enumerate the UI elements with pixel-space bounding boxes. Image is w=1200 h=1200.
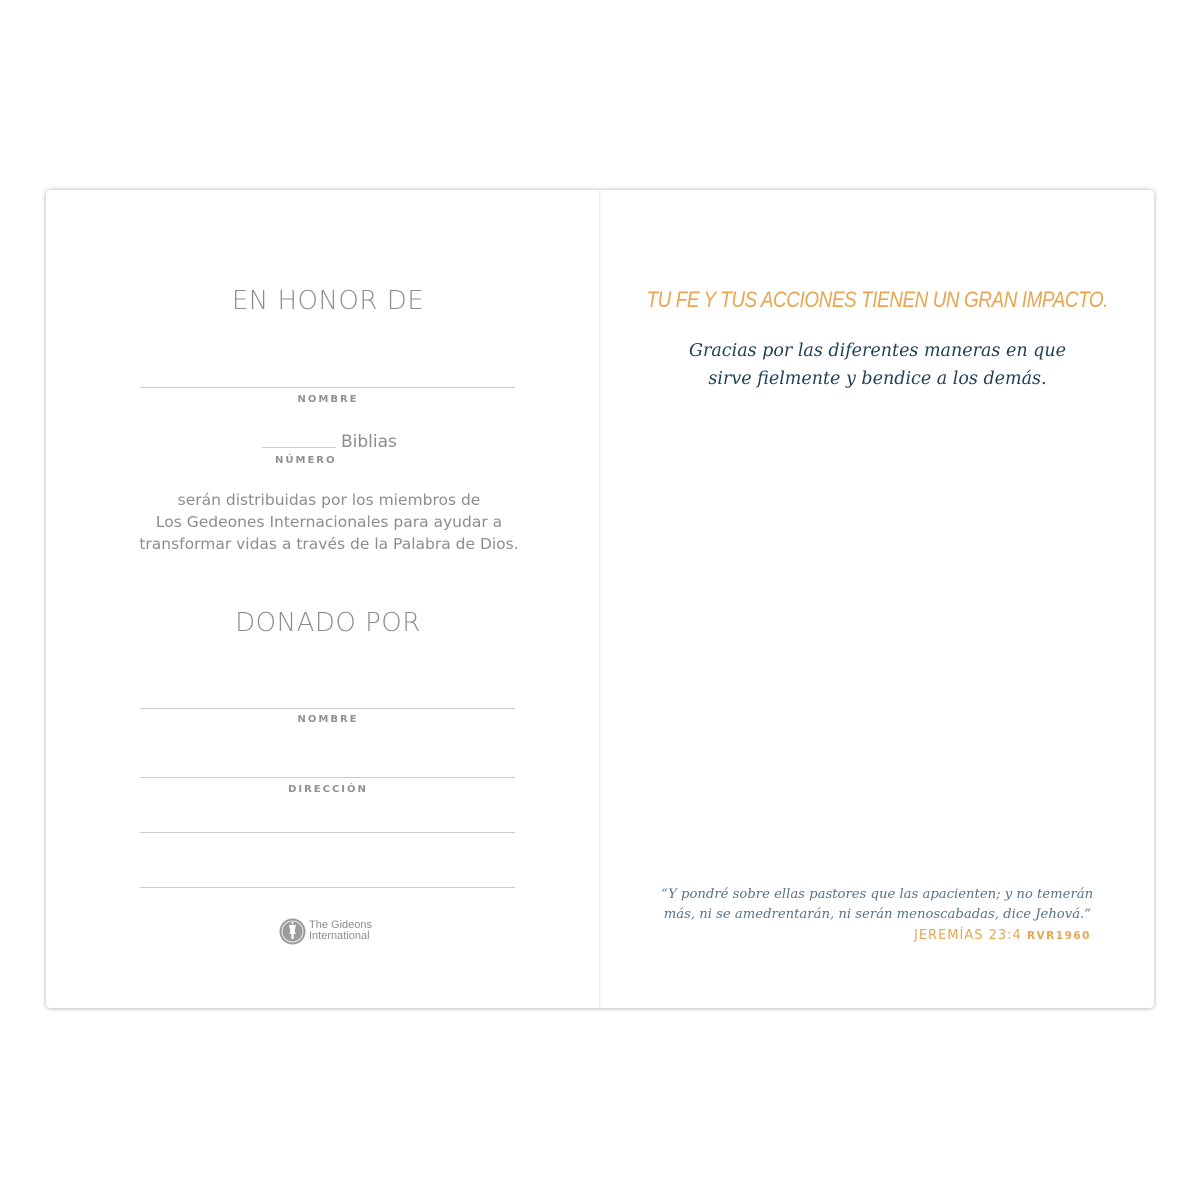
address-line-2[interactable] [140,832,515,833]
honor-heading: EN HONOR DE [231,286,425,316]
distribution-line: transformar vidas a través de la Palabra de Dios. [139,535,519,553]
right-page [601,190,1154,1008]
donor-name-label: NOMBRE [297,714,359,725]
booklet-spread [46,190,1154,1008]
donor-name-line[interactable] [140,708,515,709]
number-label: NÚMERO [275,455,337,466]
distribution-line: serán distribuidas por los miembros de [177,491,481,509]
gideons-logo-icon [279,918,306,945]
address-label: DIRECCIÓN [288,784,368,795]
reference-text: JEREMÍAS 23:4 [914,928,1022,943]
thanks-line: sirve fielmente y bendice a los demás. [708,369,1047,389]
honor-name-label: NOMBRE [297,394,359,405]
bibles-word: Biblias [341,432,397,452]
version-text: RVR1960 [1026,930,1091,942]
left-page [46,190,599,1008]
donated-by-heading: DONADO POR [235,608,421,638]
logo-line-2: International [309,930,370,942]
gideons-logo-text [309,920,372,942]
thanks-message [601,337,1154,393]
address-line-3[interactable] [140,887,515,888]
distribution-text [130,489,528,555]
logo-line-1: The Gideons [309,919,372,931]
thanks-line: Gracias por las diferentes maneras en que [689,341,1066,361]
honor-name-line[interactable] [140,387,515,388]
quote-line: “Y pondré sobre ellas pastores que las apacienten; y no temerán [661,887,1094,902]
gideons-logo [279,918,389,946]
quote-line: más, ni se amedrentarán, ni serán menoscabadas, dice Jehová.” [663,907,1091,922]
scripture-reference [661,928,1091,943]
address-line[interactable] [140,777,515,778]
bibles-number-blank[interactable] [262,447,336,448]
impact-tagline: TU FE Y TUS ACCIONES TIENEN UN GRAN IMPACTO. [646,287,1109,312]
scripture-quote [661,885,1094,925]
distribution-line: Los Gedeones Internacionales para ayudar a [155,513,503,531]
